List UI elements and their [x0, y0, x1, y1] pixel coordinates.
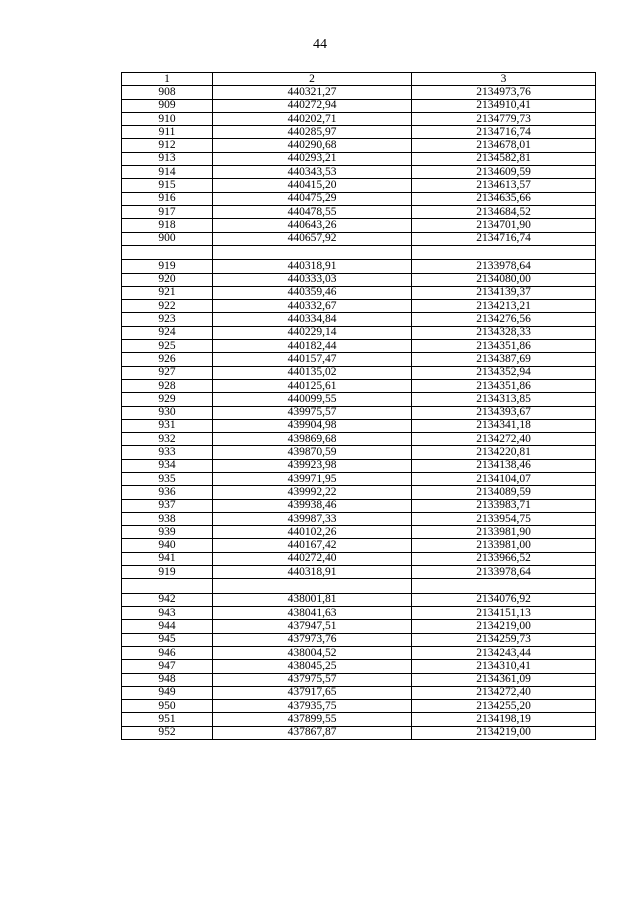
table-row: [122, 566, 596, 579]
table-row: [122, 166, 596, 179]
point-number-cell: 945: [122, 633, 213, 646]
y-coordinate-cell: 2134716,74: [412, 126, 596, 139]
y-coordinate-cell: 2134701,90: [412, 219, 596, 232]
point-number-cell: 952: [122, 726, 213, 739]
table-header-row: [122, 73, 596, 86]
table-row: [122, 273, 596, 286]
x-coordinate-cell: 437973,76: [213, 633, 412, 646]
y-coordinate-cell: 2134198,19: [412, 713, 596, 726]
point-number-cell: 949: [122, 686, 213, 699]
point-number-cell: 934: [122, 459, 213, 472]
x-coordinate-cell: 440099,55: [213, 393, 412, 406]
x-coordinate-cell: 440293,21: [213, 152, 412, 165]
y-coordinate-cell: 2134635,66: [412, 192, 596, 205]
table-row: [122, 300, 596, 313]
x-coordinate-cell: 440318,91: [213, 566, 412, 579]
x-coordinate-cell: 440321,27: [213, 86, 412, 99]
point-number-cell: 909: [122, 99, 213, 112]
x-coordinate-cell: 440125,61: [213, 379, 412, 392]
x-coordinate-cell: 438045,25: [213, 660, 412, 673]
y-coordinate-cell: 2134272,40: [412, 433, 596, 446]
x-coordinate-cell: 440229,14: [213, 326, 412, 339]
y-coordinate-cell: 2134139,37: [412, 286, 596, 299]
y-coordinate-cell: 2134973,76: [412, 86, 596, 99]
x-coordinate-cell: 440202,71: [213, 112, 412, 125]
table-body: [122, 86, 596, 740]
table-row: [122, 313, 596, 326]
point-number-cell: 924: [122, 326, 213, 339]
point-number-cell: 932: [122, 433, 213, 446]
point-number-cell: 920: [122, 273, 213, 286]
y-coordinate-cell: 2133966,52: [412, 552, 596, 565]
page-number: 44: [313, 37, 327, 52]
table-row: [122, 673, 596, 686]
y-coordinate-cell: 2134582,81: [412, 152, 596, 165]
y-coordinate-cell: 2134272,40: [412, 686, 596, 699]
x-coordinate-cell: 437867,87: [213, 726, 412, 739]
point-number-cell: 939: [122, 526, 213, 539]
point-number-cell: 927: [122, 366, 213, 379]
table-row: [122, 245, 596, 259]
table-row: [122, 726, 596, 739]
x-coordinate-cell: 440157,47: [213, 353, 412, 366]
y-coordinate-cell: 2134151,13: [412, 607, 596, 620]
table-row: [122, 286, 596, 299]
y-coordinate-cell: [412, 579, 596, 593]
table-row: [122, 126, 596, 139]
point-number-cell: 908: [122, 86, 213, 99]
table-row: [122, 473, 596, 486]
table-row: [122, 192, 596, 205]
x-coordinate-cell: [213, 245, 412, 259]
table-row: [122, 86, 596, 99]
y-coordinate-cell: 2134276,56: [412, 313, 596, 326]
table-row: [122, 260, 596, 273]
x-coordinate-cell: 440657,92: [213, 232, 412, 245]
table-row: [122, 340, 596, 353]
table-row: [122, 326, 596, 339]
x-coordinate-cell: 440272,40: [213, 552, 412, 565]
table-row: [122, 366, 596, 379]
table-row: [122, 393, 596, 406]
table-row: [122, 139, 596, 152]
y-coordinate-cell: 2134387,69: [412, 353, 596, 366]
x-coordinate-cell: 440478,55: [213, 205, 412, 218]
table-row: [122, 459, 596, 472]
table-row: [122, 593, 596, 606]
x-coordinate-cell: 439975,57: [213, 406, 412, 419]
y-coordinate-cell: 2134684,52: [412, 205, 596, 218]
point-number-cell: 947: [122, 660, 213, 673]
point-number-cell: 936: [122, 486, 213, 499]
x-coordinate-cell: 439869,68: [213, 433, 412, 446]
y-coordinate-cell: 2134076,92: [412, 593, 596, 606]
x-coordinate-cell: 437947,51: [213, 620, 412, 633]
table-row: [122, 419, 596, 432]
x-coordinate-cell: 440182,44: [213, 340, 412, 353]
table-row: [122, 579, 596, 593]
point-number-cell: 913: [122, 152, 213, 165]
table-row: [122, 686, 596, 699]
point-number-cell: 951: [122, 713, 213, 726]
y-coordinate-cell: 2134313,85: [412, 393, 596, 406]
point-number-cell: 919: [122, 260, 213, 273]
table-row: [122, 112, 596, 125]
table-row: [122, 552, 596, 565]
table-row: [122, 539, 596, 552]
point-number-cell: 921: [122, 286, 213, 299]
table-row: [122, 152, 596, 165]
x-coordinate-cell: 440290,68: [213, 139, 412, 152]
table-row: [122, 99, 596, 112]
y-coordinate-cell: 2134213,21: [412, 300, 596, 313]
point-number-cell: 919: [122, 566, 213, 579]
column-header: 2: [213, 73, 412, 86]
x-coordinate-cell: 439971,95: [213, 473, 412, 486]
y-coordinate-cell: [412, 245, 596, 259]
point-number-cell: 900: [122, 232, 213, 245]
point-number-cell: 941: [122, 552, 213, 565]
point-number-cell: 930: [122, 406, 213, 419]
x-coordinate-cell: 440333,03: [213, 273, 412, 286]
y-coordinate-cell: 2134678,01: [412, 139, 596, 152]
x-coordinate-cell: 437917,65: [213, 686, 412, 699]
x-coordinate-cell: 440285,97: [213, 126, 412, 139]
table-row: [122, 607, 596, 620]
table-row: [122, 446, 596, 459]
y-coordinate-cell: 2133978,64: [412, 566, 596, 579]
x-coordinate-cell: 440102,26: [213, 526, 412, 539]
point-number-cell: 935: [122, 473, 213, 486]
table-row: [122, 406, 596, 419]
point-number-cell: 943: [122, 607, 213, 620]
table-row: [122, 379, 596, 392]
point-number-cell: 910: [122, 112, 213, 125]
y-coordinate-cell: 2134219,00: [412, 620, 596, 633]
y-coordinate-cell: 2134613,57: [412, 179, 596, 192]
point-number-cell: [122, 245, 213, 259]
y-coordinate-cell: 2134219,00: [412, 726, 596, 739]
point-number-cell: 933: [122, 446, 213, 459]
y-coordinate-cell: 2134138,46: [412, 459, 596, 472]
y-coordinate-cell: 2133954,75: [412, 512, 596, 525]
x-coordinate-cell: 437899,55: [213, 713, 412, 726]
x-coordinate-cell: 440332,67: [213, 300, 412, 313]
point-number-cell: 916: [122, 192, 213, 205]
x-coordinate-cell: 438001,81: [213, 593, 412, 606]
x-coordinate-cell: 440643,26: [213, 219, 412, 232]
point-number-cell: 928: [122, 379, 213, 392]
point-number-cell: 911: [122, 126, 213, 139]
point-number-cell: 946: [122, 646, 213, 659]
x-coordinate-cell: 439904,98: [213, 419, 412, 432]
y-coordinate-cell: 2134089,59: [412, 486, 596, 499]
point-number-cell: 931: [122, 419, 213, 432]
y-coordinate-cell: 2134220,81: [412, 446, 596, 459]
point-number-cell: 940: [122, 539, 213, 552]
column-header: 3: [412, 73, 596, 86]
table-row: [122, 660, 596, 673]
x-coordinate-cell: [213, 579, 412, 593]
table-row: [122, 179, 596, 192]
point-number-cell: 914: [122, 166, 213, 179]
point-number-cell: 944: [122, 620, 213, 633]
table-row: [122, 205, 596, 218]
y-coordinate-cell: 2134393,67: [412, 406, 596, 419]
point-number-cell: 926: [122, 353, 213, 366]
table-row: [122, 486, 596, 499]
table-row: [122, 620, 596, 633]
x-coordinate-cell: 438041,63: [213, 607, 412, 620]
point-number-cell: 923: [122, 313, 213, 326]
x-coordinate-cell: 440359,46: [213, 286, 412, 299]
y-coordinate-cell: 2134104,07: [412, 473, 596, 486]
x-coordinate-cell: 439923,98: [213, 459, 412, 472]
x-coordinate-cell: 437975,57: [213, 673, 412, 686]
column-header: 1: [122, 73, 213, 86]
x-coordinate-cell: 440415,20: [213, 179, 412, 192]
x-coordinate-cell: 438004,52: [213, 646, 412, 659]
y-coordinate-cell: 2133978,64: [412, 260, 596, 273]
table-row: [122, 526, 596, 539]
y-coordinate-cell: 2134352,94: [412, 366, 596, 379]
y-coordinate-cell: 2134779,73: [412, 112, 596, 125]
y-coordinate-cell: 2133981,90: [412, 526, 596, 539]
table-row: [122, 433, 596, 446]
y-coordinate-cell: 2134243,44: [412, 646, 596, 659]
x-coordinate-cell: 440318,91: [213, 260, 412, 273]
x-coordinate-cell: 440334,84: [213, 313, 412, 326]
y-coordinate-cell: 2134259,73: [412, 633, 596, 646]
table-row: [122, 713, 596, 726]
y-coordinate-cell: 2134328,33: [412, 326, 596, 339]
x-coordinate-cell: 439987,33: [213, 512, 412, 525]
table-row: [122, 700, 596, 713]
x-coordinate-cell: 440135,02: [213, 366, 412, 379]
y-coordinate-cell: 2134716,74: [412, 232, 596, 245]
y-coordinate-cell: 2134341,18: [412, 419, 596, 432]
point-number-cell: 925: [122, 340, 213, 353]
y-coordinate-cell: 2133983,71: [412, 499, 596, 512]
x-coordinate-cell: 440272,94: [213, 99, 412, 112]
point-number-cell: 929: [122, 393, 213, 406]
y-coordinate-cell: 2134255,20: [412, 700, 596, 713]
table-row: [122, 353, 596, 366]
table-row: [122, 646, 596, 659]
y-coordinate-cell: 2134609,59: [412, 166, 596, 179]
x-coordinate-cell: 437935,75: [213, 700, 412, 713]
point-number-cell: 922: [122, 300, 213, 313]
x-coordinate-cell: 439992,22: [213, 486, 412, 499]
y-coordinate-cell: 2134351,86: [412, 340, 596, 353]
x-coordinate-cell: 439870,59: [213, 446, 412, 459]
y-coordinate-cell: 2134351,86: [412, 379, 596, 392]
point-number-cell: 938: [122, 512, 213, 525]
x-coordinate-cell: 440475,29: [213, 192, 412, 205]
point-number-cell: 915: [122, 179, 213, 192]
table-row: [122, 499, 596, 512]
point-number-cell: 912: [122, 139, 213, 152]
point-number-cell: [122, 579, 213, 593]
coordinates-table: [121, 72, 596, 740]
point-number-cell: 937: [122, 499, 213, 512]
table-row: [122, 512, 596, 525]
point-number-cell: 917: [122, 205, 213, 218]
point-number-cell: 948: [122, 673, 213, 686]
point-number-cell: 950: [122, 700, 213, 713]
table-row: [122, 633, 596, 646]
point-number-cell: 942: [122, 593, 213, 606]
y-coordinate-cell: 2134080,00: [412, 273, 596, 286]
x-coordinate-cell: 439938,46: [213, 499, 412, 512]
y-coordinate-cell: 2134361,09: [412, 673, 596, 686]
point-number-cell: 918: [122, 219, 213, 232]
x-coordinate-cell: 440343,53: [213, 166, 412, 179]
y-coordinate-cell: 2134310,41: [412, 660, 596, 673]
y-coordinate-cell: 2133981,00: [412, 539, 596, 552]
x-coordinate-cell: 440167,42: [213, 539, 412, 552]
y-coordinate-cell: 2134910,41: [412, 99, 596, 112]
table-row: [122, 232, 596, 245]
table-row: [122, 219, 596, 232]
